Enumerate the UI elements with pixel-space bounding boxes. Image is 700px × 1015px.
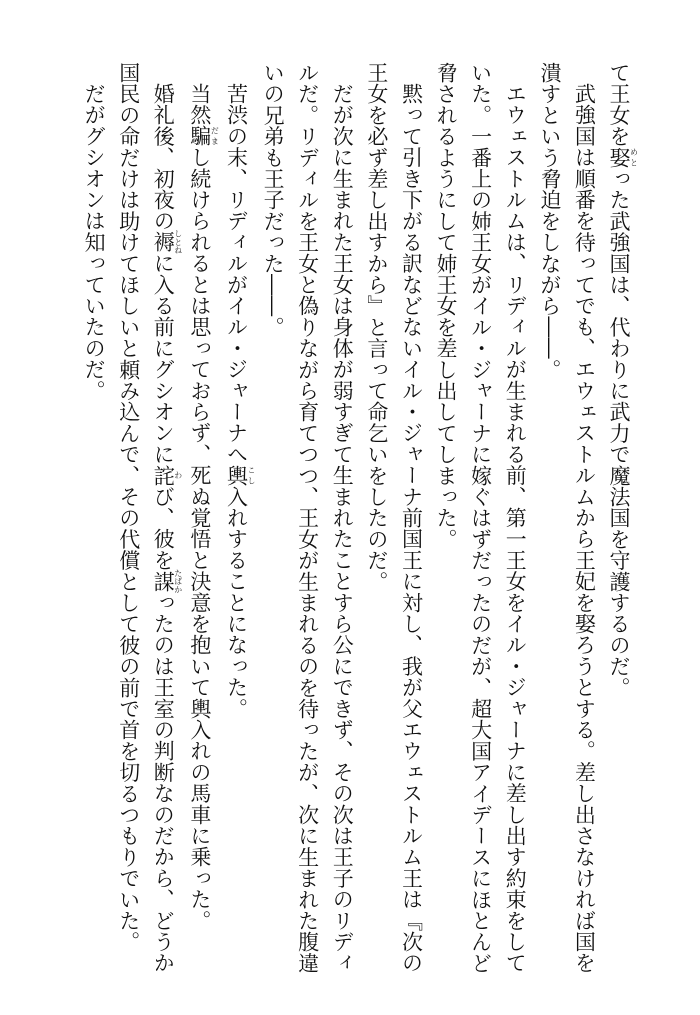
text-run: に入る前にグシオンに [151, 252, 176, 465]
vertical-text-body [48, 62, 638, 982]
ruby-word [151, 568, 183, 594]
ruby-base: 輿 [224, 464, 249, 486]
paragraph [532, 62, 601, 982]
ruby-word [187, 125, 220, 147]
text-run: 入れすることになった。 [224, 485, 249, 720]
ruby-reading: たばか [173, 568, 183, 594]
ruby-base: 娶 [607, 146, 631, 169]
ruby-reading: こし [246, 464, 256, 486]
text-run: び、彼を [151, 485, 176, 571]
text-run: った武強国は、代わりに武力で魔法国を守護するのだ。 [607, 168, 631, 699]
ruby-base: 謀 [151, 568, 176, 594]
text-run: 婚礼後、初夜の [151, 83, 176, 232]
text-run: 苦渋の末、リディルがイル・ジャーナへ [224, 83, 249, 465]
text-run: だが次に生まれた王女は身体が弱すぎて生まれたことすら公にできず、その次は王子のリディルだ。リディルを王女と偽りながら育てつつ、王女が生まれるのを待ったが、次に生まれた腹違いの兄弟も王子だった――。 [261, 62, 355, 974]
ruby-reading: わ [173, 464, 183, 486]
ruby-reading: しとね [173, 229, 183, 255]
ruby-word [151, 229, 183, 255]
paragraph [601, 62, 638, 982]
ruby-base: 詫 [151, 464, 176, 486]
text-run: ったのは王室の判断なのだから、どうか国民の命だけは助けてほしいと頼み込んで、その代償として彼の前で首を切るつもりでいた。 [116, 62, 176, 974]
paragraph [111, 62, 182, 982]
text-run: し続けられるとは思っておらず、死ぬ覚悟と決意を抱いて輿入れの馬車に乗った。 [187, 146, 212, 932]
ruby-base: 褥 [151, 229, 176, 255]
paragraph [182, 62, 219, 982]
ruby-reading: だま [210, 125, 220, 147]
text-run: 武強国は順番を待ってでも、エウェストルムから王妃を娶ろうとする。差し出さなければ国を潰すという脅迫をしながら――。 [537, 62, 597, 974]
ruby-word [224, 464, 256, 486]
paragraph [255, 62, 359, 982]
text-run: だがグシオンは知っていたのだ。 [82, 83, 107, 401]
ruby-reading: めと [629, 146, 638, 168]
paragraph [219, 62, 256, 982]
ruby-base: 騙 [187, 125, 212, 147]
paragraph [77, 62, 112, 982]
text-run: 黙って引き下がる訳などないイル・ジャーナ前国王に対し、我が父エウェストルム王は『次の王女を必ず差し出すから』と言って命乞いをしたのだ。 [364, 62, 424, 974]
text-run: エウェストルムは、リディルが生まれる前、第一王女をイル・ジャーナに差し出す約束をしていた。一番上の姉王女がイル・ジャーナに嫁ぐはずだったのだが、超大国アイデースにほとんど脅されるようにして姉王女を差し出してしまった。 [434, 62, 528, 974]
text-run: て王女を [607, 62, 631, 147]
text-run: 当然 [187, 83, 212, 126]
ruby-word [151, 464, 183, 486]
paragraph [359, 62, 428, 982]
paragraph [428, 62, 532, 982]
ruby-word [607, 146, 638, 169]
